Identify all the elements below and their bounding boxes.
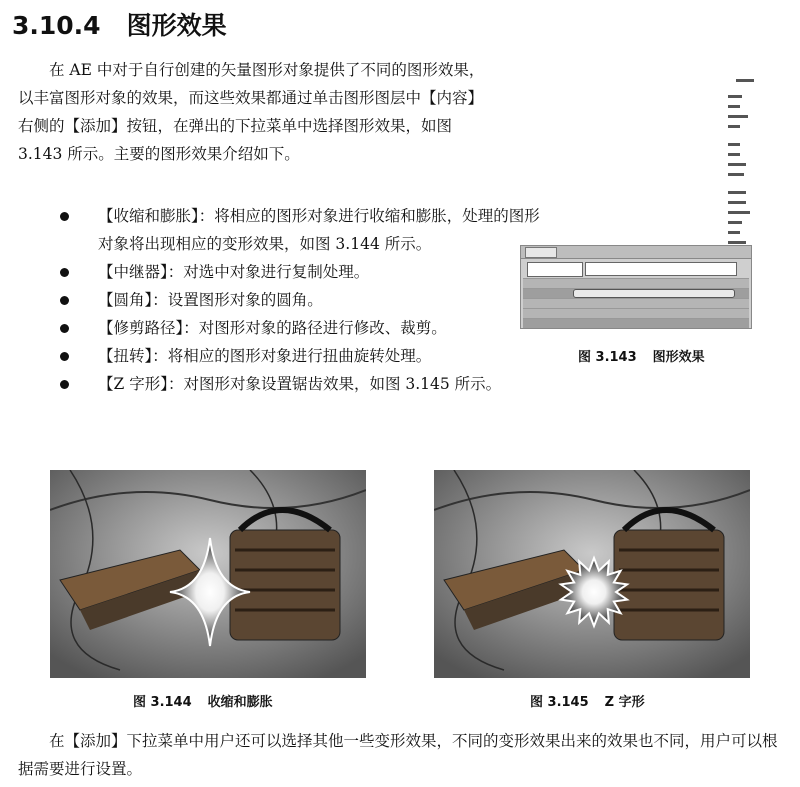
bullet-icon (60, 212, 69, 221)
pucker-bloat-illustration (50, 470, 366, 678)
bullet-icon (60, 380, 69, 389)
timeline-panel-image (520, 245, 752, 329)
list-item: 【扭转】：将相应的图形对象进行扭曲旋转处理。 (60, 342, 658, 370)
list-item: 【Z 字形】：对图形对象设置锯齿效果，如图 3.145 所示。 (60, 370, 658, 398)
timecode-box (527, 262, 583, 277)
list-item: 【收缩和膨胀】：将相应的图形对象进行收缩和膨胀，处理的图形对象将出现相应的变形效果，如图 3.144 所示。 (60, 202, 550, 258)
list-item: 【修剪路径】：对图形对象的路径进行修改、裁剪。 (60, 314, 550, 342)
figure-caption-143: 图 3.143 图形效果 (578, 350, 705, 365)
figure-caption-144: 图 3.144 收缩和膨胀 (133, 695, 273, 710)
bullet-icon (60, 268, 69, 277)
figure-image-144 (50, 470, 366, 678)
effect-list (60, 202, 550, 398)
section-number: 3.10.4 (12, 11, 101, 40)
list-item: 【中继器】：对选中对象进行复制处理。 (60, 258, 550, 286)
zigzag-illustration (434, 470, 750, 678)
intro-paragraph: 在 AE 中对于自行创建的矢量图形对象提供了不同的图形效果，以丰富图形对象的效果，而这些效果都通过单击图形图层中【内容】右侧的【添加】按钮，在弹出的下拉菜单中选择图形效果，如图 3.143 所示。主要的图形效果介绍如下。 (18, 61, 485, 163)
section-heading (12, 6, 227, 40)
bullet-icon (60, 352, 69, 361)
section-title: 图形效果 (126, 11, 227, 40)
search-field-graphic (585, 262, 737, 276)
closing-paragraph: 在【添加】下拉菜单中用户还可以选择其他一些变形效果，不同的变形效果出来的效果也不同，用户可以根据需要进行设置。 (18, 732, 778, 778)
figure-caption-145: 图 3.145 Z 字形 (530, 695, 645, 710)
figure-image-145 (434, 470, 750, 678)
bullet-icon (60, 324, 69, 333)
list-item: 【圆角】：设置图形对象的圆角。 (60, 286, 550, 314)
bullet-icon (60, 296, 69, 305)
